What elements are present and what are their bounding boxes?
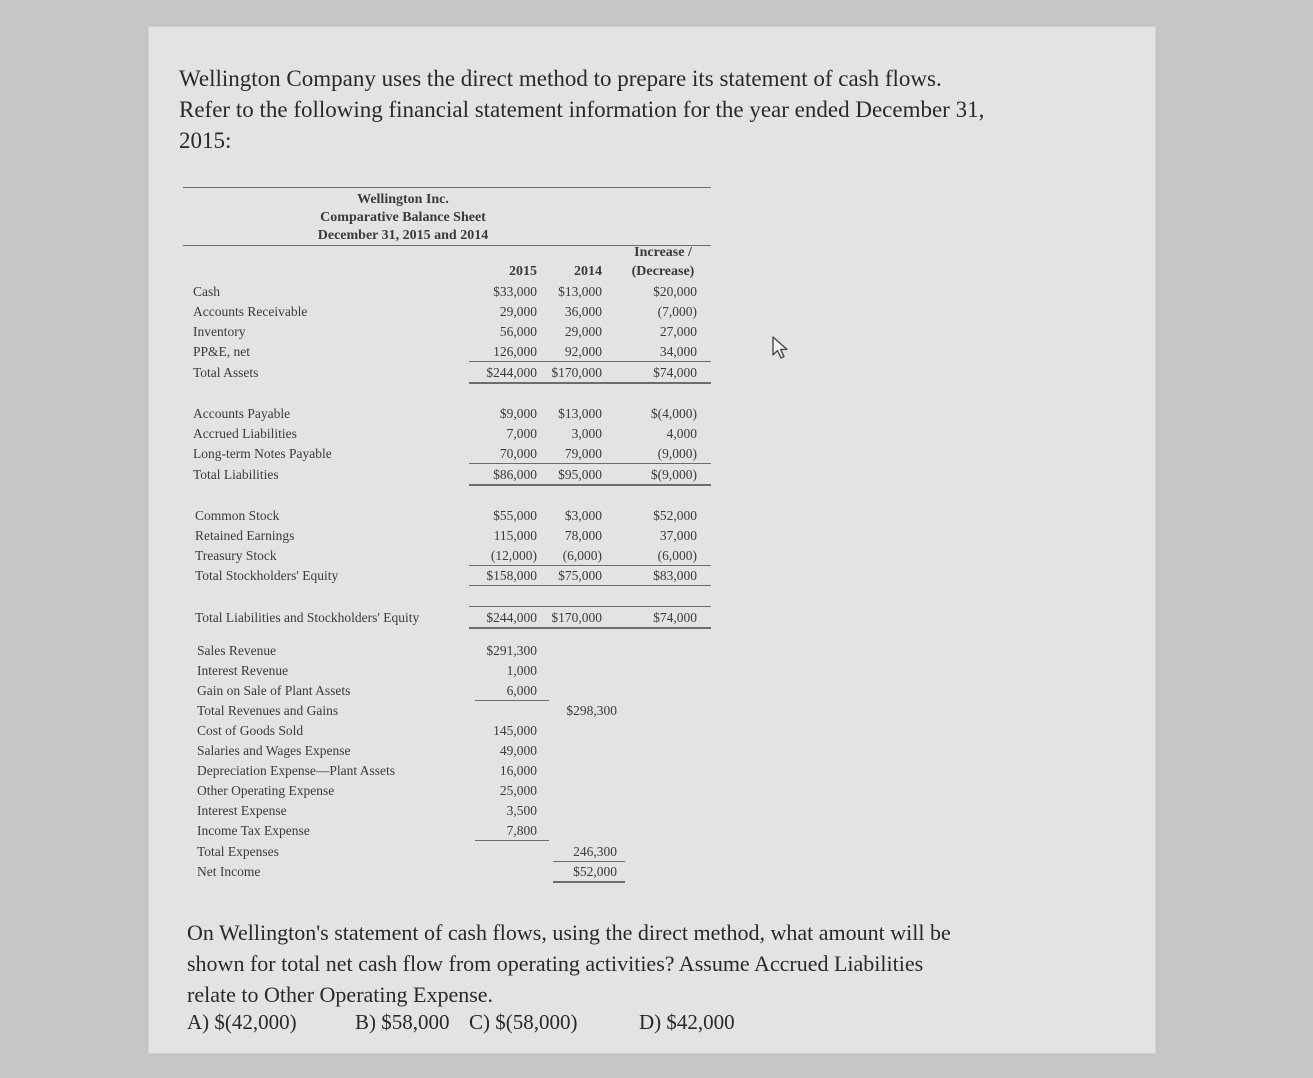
asset-2015: 56,000: [499, 324, 537, 339]
subtotal-rule: [469, 606, 711, 607]
option-b[interactable]: B) $58,000: [355, 1010, 450, 1034]
expense-label: Income Tax Expense: [197, 823, 310, 838]
total-assets-change: $74,000: [653, 365, 697, 380]
total-le-2014: $170,000: [551, 610, 602, 625]
equity-2015: 115,000: [493, 528, 537, 543]
intro-line-1: Wellington Company uses the direct method to prepare its statement of cash flows.: [179, 66, 942, 91]
total-rule: [469, 627, 711, 629]
expense-label: Interest Expense: [197, 803, 287, 818]
col-header-change-top: Increase /: [634, 245, 692, 260]
subtotal-rule: [475, 700, 549, 701]
subtotal-rule: [553, 861, 625, 862]
total-equity-2015: $158,000: [486, 568, 537, 583]
subtotal-rule: [469, 463, 711, 464]
total-expenses-amount: 246,300: [573, 844, 617, 859]
total-rule: [469, 382, 711, 384]
total-equity-change: $83,000: [653, 568, 697, 583]
asset-change: 27,000: [659, 324, 697, 339]
subtotal-rule: [469, 565, 711, 566]
question-text: [187, 917, 1087, 1010]
asset-2014: 92,000: [564, 344, 602, 359]
total-rule: [469, 484, 711, 486]
expense-label: Other Operating Expense: [197, 783, 335, 798]
asset-change: $20,000: [653, 284, 697, 299]
equity-2014: (6,000): [562, 548, 602, 563]
expense-label: Salaries and Wages Expense: [197, 743, 351, 758]
liability-label: Accounts Payable: [193, 406, 291, 421]
liability-2014: 79,000: [564, 446, 602, 461]
expense-amount: 7,800: [506, 823, 537, 838]
total-liabilities-2015: $86,000: [493, 467, 537, 482]
liability-2015: $9,000: [499, 406, 537, 421]
equity-2014: 78,000: [564, 528, 602, 543]
intro-line-3: 2015:: [179, 128, 232, 153]
equity-2014: $3,000: [564, 508, 602, 523]
revenue-amount: 6,000: [506, 683, 537, 698]
revenue-label: Sales Revenue: [197, 643, 277, 658]
equity-2015: $55,000: [493, 508, 537, 523]
company-name: Wellington Inc.: [357, 192, 449, 207]
total-rule: [553, 881, 625, 883]
asset-2015: 126,000: [493, 344, 537, 359]
total-liabilities-2014: $95,000: [558, 467, 602, 482]
equity-label: Treasury Stock: [195, 548, 277, 563]
total-assets-2014: $170,000: [551, 365, 602, 380]
net-income-label: Net Income: [197, 864, 261, 879]
mouse-pointer-icon: [769, 335, 793, 361]
expense-amount: 3,500: [506, 803, 537, 818]
option-a[interactable]: A) $(42,000): [187, 1010, 297, 1034]
equity-change: 37,000: [659, 528, 697, 543]
equity-2015: (12,000): [490, 548, 537, 563]
top-rule: [183, 187, 711, 188]
asset-2015: 29,000: [499, 304, 537, 319]
statement-date: December 31, 2015 and 2014: [317, 228, 489, 243]
asset-2014: $13,000: [558, 284, 602, 299]
asset-label: PP&E, net: [193, 344, 251, 359]
question-line-2: shown for total net cash flow from operating activities? Assume Accrued Liabilities: [187, 951, 924, 976]
expense-amount: 145,000: [493, 723, 537, 738]
subtotal-rule: [469, 361, 711, 362]
total-le-2015: $244,000: [486, 610, 537, 625]
total-liabilities-change: $(9,000): [650, 467, 697, 482]
equity-change: (6,000): [657, 548, 697, 563]
expense-amount: 16,000: [499, 763, 537, 778]
subtotal-rule: [475, 840, 549, 841]
expense-label: Cost of Goods Sold: [197, 723, 304, 738]
total-revenues-label: Total Revenues and Gains: [197, 703, 339, 718]
asset-change: (7,000): [657, 304, 697, 319]
total-revenues-amount: $298,300: [566, 703, 617, 718]
asset-label: Inventory: [193, 324, 246, 339]
option-c[interactable]: C) $(58,000): [469, 1010, 578, 1034]
expense-amount: 49,000: [499, 743, 537, 758]
total-liabilities-label: Total Liabilities: [193, 467, 279, 482]
answer-options: [187, 1010, 1087, 1040]
col-header-2014: 2014: [574, 264, 602, 279]
equity-label: Common Stock: [195, 508, 280, 523]
equity-change: $52,000: [653, 508, 697, 523]
asset-2015: $33,000: [493, 284, 537, 299]
statement-title: Comparative Balance Sheet: [320, 210, 486, 225]
liability-label: Long-term Notes Payable: [193, 446, 332, 461]
liability-label: Accrued Liabilities: [193, 426, 297, 441]
revenue-amount: 1,000: [506, 663, 537, 678]
question-line-1: On Wellington's statement of cash flows, using the direct method, what amount will be: [187, 920, 951, 945]
question-line-3: relate to Other Operating Expense.: [187, 982, 494, 1007]
total-le-change: $74,000: [653, 610, 697, 625]
liability-2015: 70,000: [499, 446, 537, 461]
asset-label: Cash: [193, 284, 220, 299]
col-header-change-bottom: (Decrease): [631, 264, 695, 279]
total-assets-label: Total Assets: [193, 365, 259, 380]
intro-text: [179, 63, 1059, 156]
total-equity-2014: $75,000: [558, 568, 602, 583]
revenue-label: Interest Revenue: [197, 663, 289, 678]
liability-2015: 7,000: [506, 426, 537, 441]
net-income-amount: $52,000: [573, 864, 617, 879]
equity-label: Retained Earnings: [195, 528, 295, 543]
liability-change: 4,000: [666, 426, 697, 441]
asset-2014: 29,000: [564, 324, 602, 339]
option-d[interactable]: D) $42,000: [639, 1010, 735, 1034]
liability-2014: $13,000: [558, 406, 602, 421]
expense-amount: 25,000: [499, 783, 537, 798]
total-expenses-label: Total Expenses: [197, 844, 279, 859]
asset-2014: 36,000: [564, 304, 602, 319]
col-header-2015: 2015: [509, 264, 537, 279]
liability-change: (9,000): [657, 446, 697, 461]
revenue-amount: $291,300: [486, 643, 537, 658]
liability-2014: 3,000: [571, 426, 602, 441]
total-le-label: Total Liabilities and Stockholders' Equity: [195, 610, 420, 625]
asset-label: Accounts Receivable: [193, 304, 308, 319]
total-rule: [469, 585, 711, 586]
total-equity-label: Total Stockholders' Equity: [195, 568, 339, 583]
expense-label: Depreciation Expense—Plant Assets: [197, 763, 395, 778]
liability-change: $(4,000): [650, 406, 697, 421]
revenue-label: Gain on Sale of Plant Assets: [197, 683, 351, 698]
total-assets-2015: $244,000: [486, 365, 537, 380]
intro-line-2: Refer to the following financial statement information for the year ended December 31,: [179, 97, 985, 122]
financial-statements: [183, 187, 713, 887]
question-card: [148, 26, 1156, 1054]
asset-change: 34,000: [659, 344, 697, 359]
